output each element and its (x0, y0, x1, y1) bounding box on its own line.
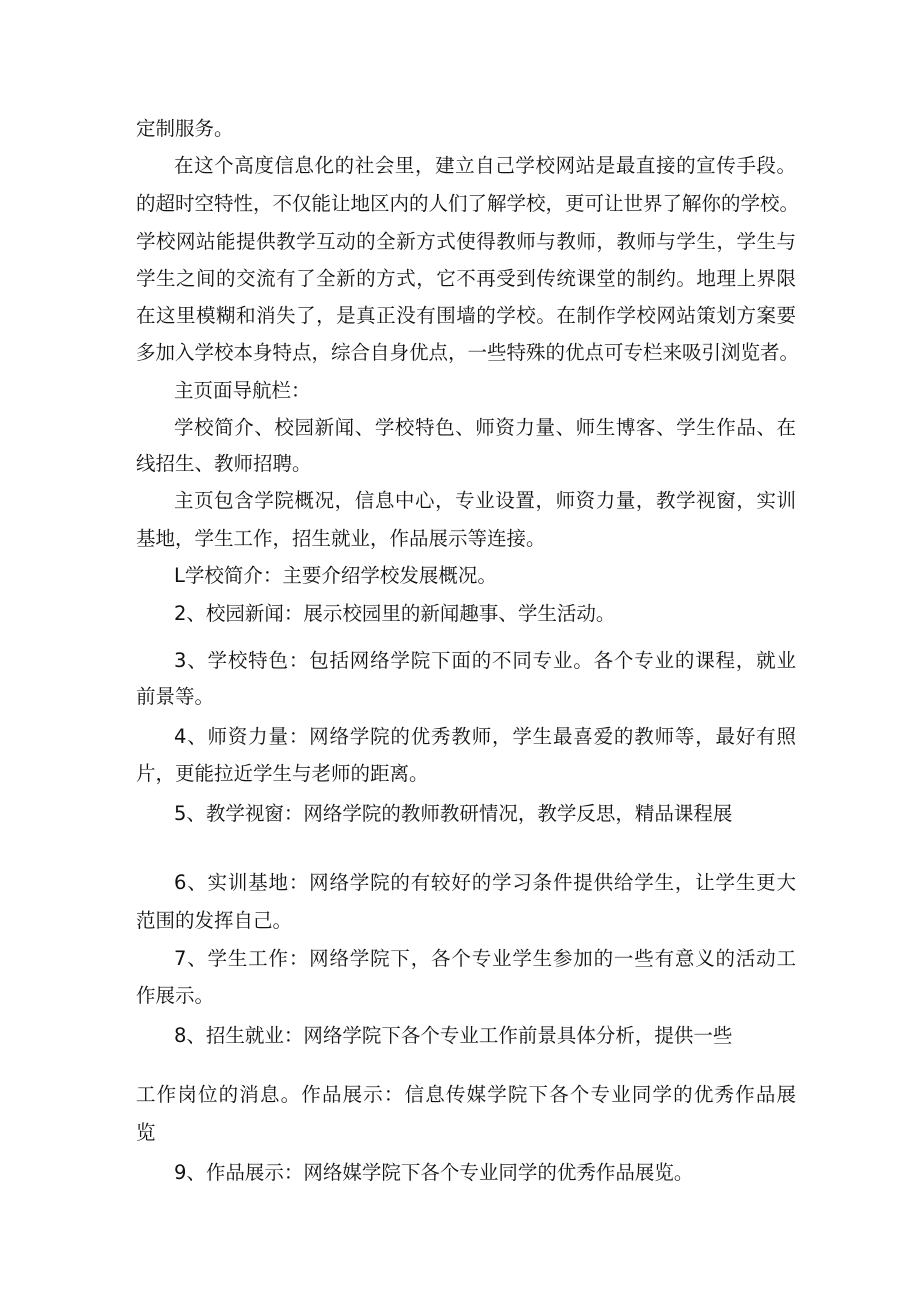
text-line: 学生之间的交流有了全新的方式，它不再受到传统课堂的制约。地理上界限 (136, 267, 796, 290)
text-line: 在这里模糊和消失了，是真正没有围墙的学校。在制作学校网站策划方案要 (136, 304, 796, 327)
text-line: 9、作品展示：网络媒学院下各个专业同学的优秀作品展览。 (174, 1161, 694, 1184)
text-line: 线招生、教师招聘。 (136, 452, 312, 475)
text-line: 6、实训基地：网络学院的有较好的学习条件提供给学生，让学生更大 (174, 871, 796, 894)
text-line: 工作岗位的消息。作品展示：信息传媒学院下各个专业同学的优秀作品展 (136, 1083, 796, 1106)
text-line: 在这个高度信息化的社会里，建立自己学校网站是最直接的宣传手段。 (174, 154, 796, 177)
text-line: 的超时空特性，不仅能让地区内的人们了解学校，更可让世界了解你的学校。 (136, 192, 800, 215)
text-line: 学校简介、校园新闻、学校特色、师资力量、师生博客、学生作品、在 (174, 416, 796, 439)
text-line: 4、师资力量：网络学院的优秀教师，学生最喜爱的教师等，最好有照 (174, 725, 796, 748)
text-line: 览 (136, 1121, 156, 1144)
text-line: 范围的发挥自己。 (136, 909, 293, 932)
text-line: 学校网站能提供教学互动的全新方式使得教师与教师，教师与学生，学生与 (136, 230, 796, 253)
text-line: 作展示。 (136, 984, 215, 1007)
text-line: 5、教学视窗：网络学院的教师教研情况，教学反思，精品课程展 (174, 802, 733, 825)
text-line: 片，更能拉近学生与老师的距离。 (136, 762, 429, 785)
text-line: 基地，学生工作，招生就业，作品展示等连接。 (136, 527, 546, 550)
text-line: 7、学生工作：网络学院下，各个专业学生参加的一些有意义的活动工 (174, 947, 796, 970)
text-line: 主页面导航栏： (174, 379, 311, 402)
text-line: 多加入学校本身特点，综合自身优点，一些特殊的优点可专栏来吸引浏览者。 (136, 341, 800, 364)
text-line: 8、招生就业：网络学院下各个专业工作前景具体分析，提供一些 (174, 1024, 733, 1047)
text-line: 3、学校特色：包括网络学院下面的不同专业。各个专业的课程，就业 (174, 649, 796, 672)
text-line: L学校简介：主要介绍学校发展概况。 (174, 564, 497, 587)
text-line: 前景等。 (136, 685, 215, 708)
text-line: 定制服务。 (136, 117, 234, 140)
text-line: 2、校园新闻：展示校园里的新闻趣事、学生活动。 (174, 602, 616, 625)
text-line: 主页包含学院概况，信息中心，专业设置，师资力量，教学视窗，实训 (174, 489, 796, 512)
